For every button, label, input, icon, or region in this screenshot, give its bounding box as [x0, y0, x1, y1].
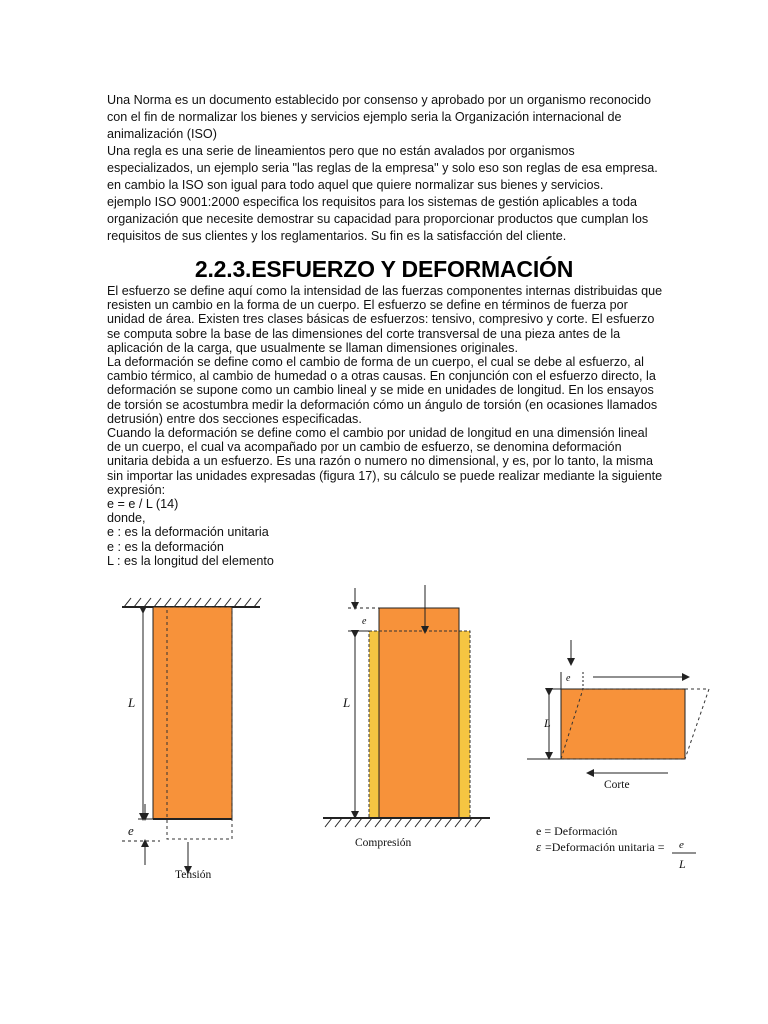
- compression-caption: Compresión: [355, 837, 412, 849]
- text-line: Una regla es una serie de lineamientos pero que no están avalados por organismos: [107, 144, 575, 158]
- legend-deformation: e = Deformación: [536, 824, 618, 838]
- text-line: requisitos de sus clientes y los reglamentarios. Su fin es la satisfacción del cliente.: [107, 229, 567, 243]
- label-e: e: [566, 673, 571, 684]
- text-line: Cuando la deformación se define como el cambio por unidad de longitud en una dimensión lineal: [107, 426, 648, 441]
- text-line: donde,: [107, 511, 146, 526]
- shear-caption: Corte: [604, 779, 630, 791]
- text-line: e : es la deformación unitaria: [107, 525, 269, 540]
- tension-bar: [153, 607, 232, 819]
- text-line: especializados, un ejemplo seria "las reglas de la empresa" y solo eso son reglas de esa empresa.: [107, 161, 658, 175]
- label-L: L: [544, 716, 551, 730]
- text-line: ejemplo ISO 9001:2000 especifica los requisitos para los sistemas de gestión aplicables a toda: [107, 195, 637, 209]
- text-line: organización que necesite demostrar su capacidad para proporcionar productos que cumplan los: [107, 212, 649, 226]
- intro-paragraph: [107, 92, 667, 245]
- text-line: resisten un cambio en la forma de un cuerpo. El esfuerzo se define en términos de fuerza por: [107, 298, 628, 313]
- shear-diagram: [527, 640, 709, 791]
- text-line: unidad de área. Existen tres clases básicas de esfuerzos: tensivo, compresivo y corte. El esfuerzo: [107, 312, 655, 327]
- tension-diagram: [122, 598, 261, 881]
- compression-diagram: [323, 585, 490, 849]
- text-line: cambio térmico, al cambio de humedad o a otras causas. En conjunción con el esfuerzo directo, la: [107, 369, 656, 384]
- label-e: e: [362, 616, 367, 627]
- text-line: en cambio la ISO son igual para todo aquel que quiere normalizar sus bienes y servicios.: [107, 178, 604, 192]
- formula-legend: [536, 824, 696, 871]
- text-line: expresión:: [107, 482, 166, 497]
- text-line: detrusión) entre dos secciones especificadas.: [107, 411, 362, 426]
- text-line: e = e / L (14): [107, 497, 179, 512]
- text-line: de un cuerpo, el cual va acompañado por un cambio de esfuerzo, se denomina deformación: [107, 440, 622, 455]
- text-line: de torsión se acostumbra medir la deformación cómo un ángulo de torsión (en ocasiones llamados: [107, 397, 658, 412]
- section-heading: 2.2.3.ESFUERZO Y DEFORMACIÓN: [194, 256, 574, 282]
- text-line: e : es la deformación: [107, 539, 224, 554]
- compression-bar: [379, 608, 459, 818]
- text-line: L : es la longitud del elemento: [107, 553, 274, 568]
- text-line: aplicación de la carga, que usualmente se llaman dimensiones originales.: [107, 340, 518, 355]
- label-L: L: [343, 695, 351, 710]
- hatch-marks: [124, 598, 261, 607]
- label-e: e: [128, 823, 134, 838]
- legend-unit-strain: =Deformación unitaria =: [545, 840, 665, 854]
- tension-caption: Tensión: [175, 869, 212, 881]
- label-L: L: [128, 695, 136, 710]
- fraction-numerator: e: [679, 839, 684, 851]
- text-line: deformación se supone como un cambio lineal y se mide en unidades de longitud. En los ensayos: [107, 383, 654, 398]
- hatch-marks: [325, 818, 482, 827]
- text-line: animalización (ISO): [107, 127, 217, 141]
- text-line: con el fin de normalizar los bienes y servicios ejemplo seria la Organización internacional de: [107, 110, 622, 124]
- text-line: sin importar las unidades expresadas (figura 17), su cálculo se puede realizar mediante la siguiente: [107, 468, 663, 483]
- stress-strain-figure: [0, 580, 768, 900]
- text-line: El esfuerzo se define aquí como la intensidad de las fuerzas componentes internas distribuidas que: [107, 284, 663, 298]
- text-line: se computa sobre la base de las dimensiones del corte transversal de una pieza antes de la: [107, 326, 621, 341]
- text-line: unitaria debida a un esfuerzo. Es una razón o numero no dimensional, y es, por lo tanto, la misma: [107, 454, 654, 469]
- epsilon-symbol: ε: [536, 839, 542, 854]
- text-line: Una Norma es un documento establecido por consenso y aprobado por un organismo reconocido: [107, 93, 651, 107]
- fraction-denominator: L: [679, 857, 686, 871]
- body-paragraph: [107, 284, 667, 568]
- text-line: La deformación se define como el cambio de forma de un cuerpo, el cual se debe al esfuerzo, al: [107, 355, 644, 370]
